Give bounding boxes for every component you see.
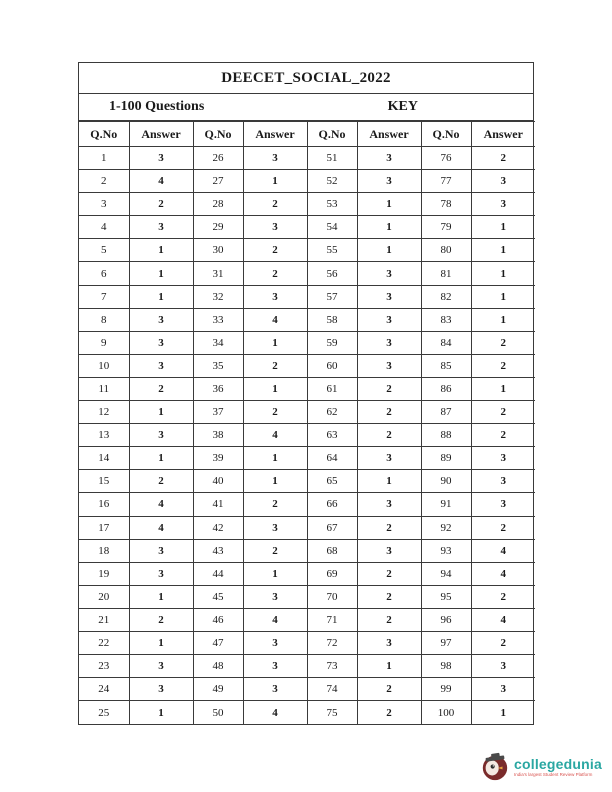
answer-cell: 3 (357, 308, 421, 331)
table-row (79, 516, 535, 539)
answer-cell: 4 (471, 608, 535, 631)
answer-cell: 2 (357, 401, 421, 424)
qno-cell: 100 (421, 701, 471, 724)
qno-cell: 40 (193, 470, 243, 493)
answer-cell: 1 (243, 170, 307, 193)
answer-cell: 1 (129, 701, 193, 724)
answer-cell: 3 (471, 678, 535, 701)
qno-cell: 59 (307, 331, 357, 354)
col-header-qno: Q.No (79, 122, 129, 147)
table-row (79, 308, 535, 331)
col-header-answer: Answer (243, 122, 307, 147)
answer-cell: 2 (357, 516, 421, 539)
qno-cell: 94 (421, 562, 471, 585)
qno-cell: 82 (421, 285, 471, 308)
answer-cell: 2 (471, 401, 535, 424)
qno-cell: 54 (307, 216, 357, 239)
qno-cell: 64 (307, 447, 357, 470)
answer-cell: 1 (357, 470, 421, 493)
answer-cell: 3 (243, 147, 307, 170)
qno-cell: 75 (307, 701, 357, 724)
answer-cell: 2 (129, 608, 193, 631)
qno-cell: 44 (193, 562, 243, 585)
table-row (79, 655, 535, 678)
col-header-qno: Q.No (421, 122, 471, 147)
answer-cell: 4 (471, 539, 535, 562)
answer-cell: 3 (243, 678, 307, 701)
qno-cell: 17 (79, 516, 129, 539)
answer-table (79, 121, 535, 724)
answer-cell: 2 (357, 377, 421, 400)
table-row (79, 631, 535, 654)
qno-cell: 35 (193, 354, 243, 377)
answer-cell: 2 (357, 608, 421, 631)
qno-cell: 28 (193, 193, 243, 216)
qno-cell: 48 (193, 655, 243, 678)
answer-cell: 3 (357, 539, 421, 562)
answer-cell: 4 (243, 424, 307, 447)
answer-cell: 1 (471, 262, 535, 285)
answer-cell: 3 (471, 193, 535, 216)
answer-cell: 3 (129, 147, 193, 170)
answer-cell: 3 (243, 655, 307, 678)
answer-cell: 3 (357, 147, 421, 170)
answer-cell: 3 (357, 447, 421, 470)
answer-cell: 3 (129, 424, 193, 447)
answer-cell: 3 (471, 170, 535, 193)
answer-cell: 3 (129, 308, 193, 331)
qno-cell: 8 (79, 308, 129, 331)
qno-cell: 89 (421, 447, 471, 470)
answer-cell: 1 (357, 655, 421, 678)
qno-cell: 58 (307, 308, 357, 331)
answer-cell: 1 (471, 308, 535, 331)
qno-cell: 33 (193, 308, 243, 331)
answer-cell: 2 (471, 631, 535, 654)
answer-cell: 1 (243, 447, 307, 470)
answer-cell: 3 (129, 562, 193, 585)
qno-cell: 36 (193, 377, 243, 400)
qno-cell: 85 (421, 354, 471, 377)
answer-cell: 3 (243, 285, 307, 308)
table-row (79, 608, 535, 631)
qno-cell: 21 (79, 608, 129, 631)
answer-cell: 3 (357, 631, 421, 654)
table-row (79, 377, 535, 400)
answer-cell: 2 (357, 585, 421, 608)
qno-cell: 11 (79, 377, 129, 400)
table-row (79, 562, 535, 585)
qno-cell: 9 (79, 331, 129, 354)
qno-cell: 91 (421, 493, 471, 516)
qno-cell: 6 (79, 262, 129, 285)
brand-tagline: India's largest Student Review Platform (514, 771, 593, 777)
answer-cell: 2 (243, 354, 307, 377)
header-row (79, 122, 535, 147)
answer-cell: 2 (129, 193, 193, 216)
qno-cell: 71 (307, 608, 357, 631)
questions-range-label: 1-100 Questions (109, 99, 205, 114)
qno-cell: 62 (307, 401, 357, 424)
answer-cell: 2 (471, 516, 535, 539)
answer-cell: 4 (243, 701, 307, 724)
qno-cell: 25 (79, 701, 129, 724)
qno-cell: 26 (193, 147, 243, 170)
answer-cell: 2 (357, 701, 421, 724)
answer-cell: 1 (243, 470, 307, 493)
qno-cell: 96 (421, 608, 471, 631)
qno-cell: 70 (307, 585, 357, 608)
answer-cell: 2 (471, 585, 535, 608)
answer-cell: 1 (129, 447, 193, 470)
answer-cell: 2 (471, 424, 535, 447)
collegedunia-logo (480, 752, 602, 782)
qno-cell: 84 (421, 331, 471, 354)
collegedunia-mascot-icon (480, 752, 510, 782)
qno-cell: 83 (421, 308, 471, 331)
qno-cell: 30 (193, 239, 243, 262)
answer-cell: 2 (471, 331, 535, 354)
qno-cell: 63 (307, 424, 357, 447)
table-row (79, 447, 535, 470)
answer-cell: 2 (243, 239, 307, 262)
table-row (79, 585, 535, 608)
answer-cell: 4 (129, 493, 193, 516)
table-row (79, 470, 535, 493)
table-row (79, 401, 535, 424)
qno-cell: 78 (421, 193, 471, 216)
table-row (79, 354, 535, 377)
answer-cell: 1 (129, 401, 193, 424)
answer-cell: 2 (129, 470, 193, 493)
qno-cell: 92 (421, 516, 471, 539)
qno-cell: 41 (193, 493, 243, 516)
qno-cell: 95 (421, 585, 471, 608)
answer-cell: 1 (243, 377, 307, 400)
answer-table-head (79, 122, 535, 147)
qno-cell: 19 (79, 562, 129, 585)
table-row (79, 147, 535, 170)
answer-cell: 4 (129, 170, 193, 193)
table-row (79, 493, 535, 516)
qno-cell: 5 (79, 239, 129, 262)
qno-cell: 74 (307, 678, 357, 701)
qno-cell: 31 (193, 262, 243, 285)
answer-cell: 1 (471, 701, 535, 724)
qno-cell: 46 (193, 608, 243, 631)
answer-cell: 2 (243, 193, 307, 216)
answer-cell: 3 (243, 516, 307, 539)
qno-cell: 81 (421, 262, 471, 285)
answer-cell: 2 (357, 424, 421, 447)
qno-cell: 38 (193, 424, 243, 447)
qno-cell: 22 (79, 631, 129, 654)
table-row (79, 331, 535, 354)
col-header-answer: Answer (357, 122, 421, 147)
qno-cell: 60 (307, 354, 357, 377)
answer-cell: 3 (243, 585, 307, 608)
qno-cell: 55 (307, 239, 357, 262)
table-row (79, 239, 535, 262)
qno-cell: 51 (307, 147, 357, 170)
qno-cell: 87 (421, 401, 471, 424)
qno-cell: 14 (79, 447, 129, 470)
brand-block (514, 757, 602, 778)
qno-cell: 61 (307, 377, 357, 400)
qno-cell: 50 (193, 701, 243, 724)
table-row (79, 424, 535, 447)
table-row (79, 193, 535, 216)
answer-cell: 3 (471, 447, 535, 470)
qno-cell: 52 (307, 170, 357, 193)
qno-cell: 79 (421, 216, 471, 239)
answer-cell: 1 (471, 239, 535, 262)
qno-cell: 12 (79, 401, 129, 424)
answer-cell: 2 (129, 377, 193, 400)
answer-cell: 3 (129, 678, 193, 701)
answer-cell: 2 (471, 147, 535, 170)
answer-cell: 1 (129, 631, 193, 654)
qno-cell: 10 (79, 354, 129, 377)
qno-cell: 69 (307, 562, 357, 585)
answer-cell: 3 (471, 655, 535, 678)
answer-cell: 3 (357, 493, 421, 516)
document-title: DEECET_SOCIAL_2022 (79, 63, 533, 94)
qno-cell: 93 (421, 539, 471, 562)
answer-cell: 2 (243, 401, 307, 424)
answer-cell: 2 (357, 562, 421, 585)
answer-cell: 4 (243, 308, 307, 331)
qno-cell: 49 (193, 678, 243, 701)
answer-cell: 4 (243, 608, 307, 631)
col-header-qno: Q.No (307, 122, 357, 147)
qno-cell: 72 (307, 631, 357, 654)
answer-cell: 3 (243, 631, 307, 654)
answer-cell: 1 (471, 285, 535, 308)
qno-cell: 16 (79, 493, 129, 516)
answer-cell: 3 (357, 354, 421, 377)
qno-cell: 99 (421, 678, 471, 701)
answer-cell: 3 (129, 331, 193, 354)
answer-key-sheet (78, 62, 534, 725)
table-row (79, 701, 535, 724)
qno-cell: 24 (79, 678, 129, 701)
answer-cell: 2 (243, 493, 307, 516)
qno-cell: 68 (307, 539, 357, 562)
qno-cell: 77 (421, 170, 471, 193)
qno-cell: 86 (421, 377, 471, 400)
qno-cell: 39 (193, 447, 243, 470)
answer-cell: 3 (129, 655, 193, 678)
col-header-answer: Answer (471, 122, 535, 147)
answer-cell: 3 (243, 216, 307, 239)
qno-cell: 37 (193, 401, 243, 424)
answer-cell: 3 (129, 216, 193, 239)
qno-cell: 73 (307, 655, 357, 678)
answer-cell: 3 (471, 470, 535, 493)
qno-cell: 18 (79, 539, 129, 562)
table-row (79, 262, 535, 285)
qno-cell: 65 (307, 470, 357, 493)
qno-cell: 20 (79, 585, 129, 608)
answer-cell: 1 (129, 285, 193, 308)
answer-cell: 1 (357, 193, 421, 216)
qno-cell: 7 (79, 285, 129, 308)
qno-cell: 53 (307, 193, 357, 216)
qno-cell: 29 (193, 216, 243, 239)
answer-cell: 3 (471, 493, 535, 516)
brand-text: collegedunia (514, 755, 602, 772)
qno-cell: 56 (307, 262, 357, 285)
table-row (79, 170, 535, 193)
answer-cell: 1 (471, 216, 535, 239)
qno-cell: 34 (193, 331, 243, 354)
qno-cell: 67 (307, 516, 357, 539)
table-row (79, 539, 535, 562)
qno-cell: 47 (193, 631, 243, 654)
answer-cell: 3 (357, 262, 421, 285)
col-header-answer: Answer (129, 122, 193, 147)
qno-cell: 43 (193, 539, 243, 562)
col-header-qno: Q.No (193, 122, 243, 147)
answer-cell: 2 (243, 539, 307, 562)
qno-cell: 2 (79, 170, 129, 193)
answer-cell: 2 (243, 262, 307, 285)
qno-cell: 97 (421, 631, 471, 654)
key-label: KEY (387, 99, 418, 114)
subtitle-row (79, 94, 533, 121)
qno-cell: 66 (307, 493, 357, 516)
table-row (79, 216, 535, 239)
answer-cell: 1 (129, 585, 193, 608)
qno-cell: 23 (79, 655, 129, 678)
answer-cell: 1 (129, 239, 193, 262)
qno-cell: 1 (79, 147, 129, 170)
answer-cell: 1 (471, 377, 535, 400)
qno-cell: 45 (193, 585, 243, 608)
qno-cell: 3 (79, 193, 129, 216)
qno-cell: 57 (307, 285, 357, 308)
answer-cell: 2 (471, 354, 535, 377)
qno-cell: 98 (421, 655, 471, 678)
answer-cell: 1 (357, 239, 421, 262)
answer-cell: 3 (357, 285, 421, 308)
answer-cell: 1 (357, 216, 421, 239)
qno-cell: 90 (421, 470, 471, 493)
qno-cell: 4 (79, 216, 129, 239)
qno-cell: 15 (79, 470, 129, 493)
qno-cell: 76 (421, 147, 471, 170)
answer-cell: 3 (357, 331, 421, 354)
qno-cell: 27 (193, 170, 243, 193)
table-row (79, 678, 535, 701)
answer-cell: 4 (129, 516, 193, 539)
answer-cell: 1 (243, 562, 307, 585)
qno-cell: 80 (421, 239, 471, 262)
qno-cell: 88 (421, 424, 471, 447)
answer-cell: 3 (129, 354, 193, 377)
answer-cell: 3 (129, 539, 193, 562)
answer-cell: 3 (357, 170, 421, 193)
qno-cell: 32 (193, 285, 243, 308)
answer-cell: 1 (129, 262, 193, 285)
answer-table-body (79, 147, 535, 724)
qno-cell: 13 (79, 424, 129, 447)
table-row (79, 285, 535, 308)
answer-cell: 4 (471, 562, 535, 585)
qno-cell: 42 (193, 516, 243, 539)
answer-cell: 2 (357, 678, 421, 701)
answer-cell: 1 (243, 331, 307, 354)
